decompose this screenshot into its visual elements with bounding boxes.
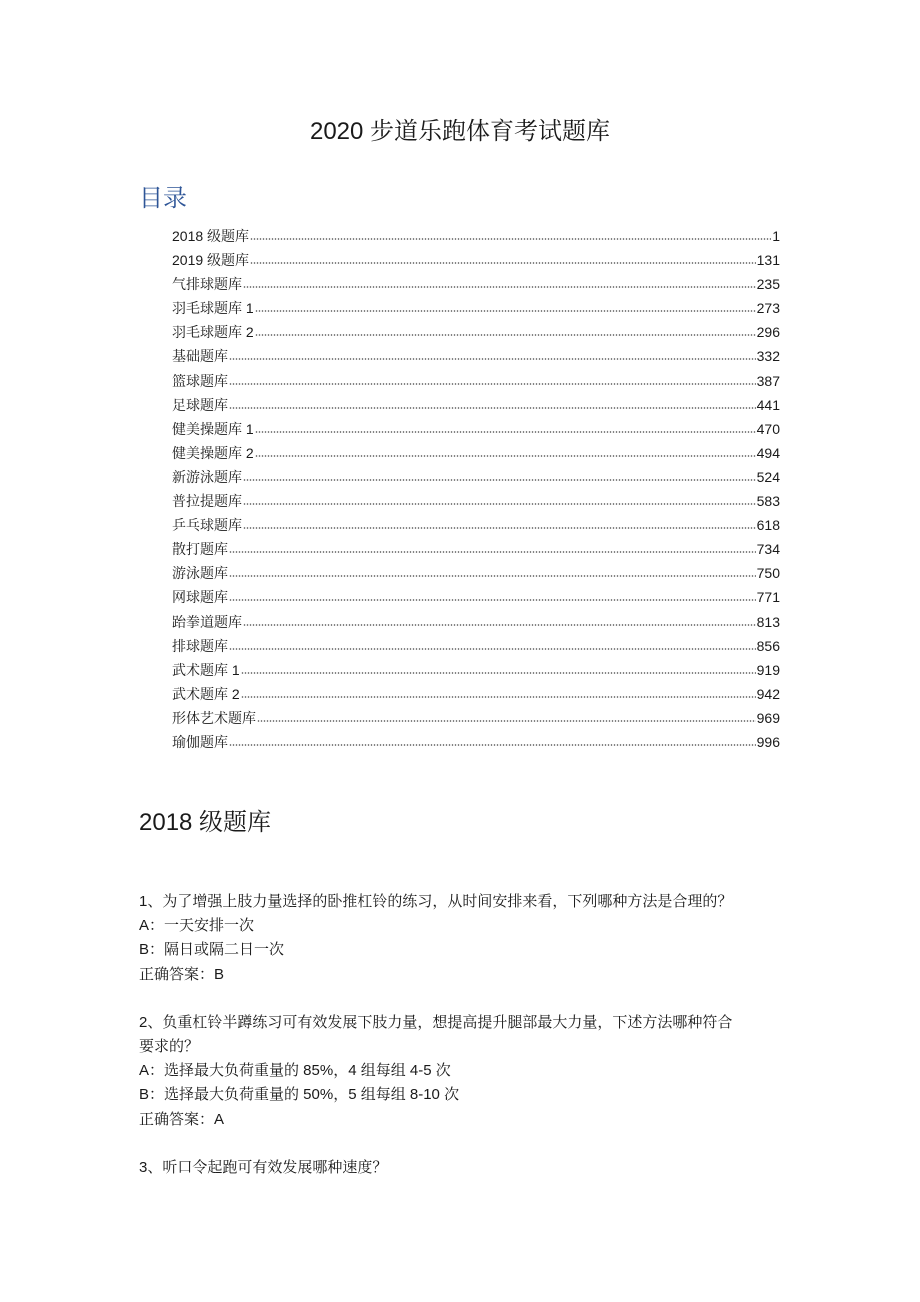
toc-entry-page: 618 [756, 517, 780, 534]
toc-entry-page: 235 [756, 276, 780, 293]
question-line: 正确答案：A [139, 1110, 225, 1128]
toc-dot-leader [255, 454, 756, 458]
question-block [139, 1011, 784, 1132]
toc-entry[interactable] [172, 344, 780, 368]
toc-dot-leader [229, 406, 756, 410]
toc-entry[interactable] [172, 369, 780, 393]
toc-entry-page: 441 [756, 396, 780, 413]
toc-entry[interactable] [172, 634, 780, 658]
toc-entry[interactable] [172, 320, 780, 344]
toc-entry-page: 996 [756, 733, 780, 750]
toc-entry-page: 273 [756, 300, 780, 317]
toc-dot-leader [243, 285, 756, 289]
toc-dot-leader [243, 623, 756, 627]
toc-entry-page: 470 [756, 420, 780, 437]
toc-entry-label: 2018 级题库 [172, 228, 250, 244]
toc-dot-leader [241, 671, 756, 675]
toc-entry-label: 形体艺术题库 [172, 709, 256, 726]
toc-entry-label: 游泳题库 [172, 565, 228, 582]
toc-dot-leader [255, 309, 756, 313]
toc-dot-leader [229, 574, 756, 578]
question-line: A：选择最大负荷重量的 85%，4 组每组 4-5 次 [139, 1062, 451, 1080]
toc-entry[interactable] [172, 272, 780, 296]
section-heading: 2018 级题库 [139, 809, 272, 836]
question-line: 2、负重杠铃半蹲练习可有效发展下肢力量，想提高提升腿部最大力量，下述方法哪种符合 [139, 1013, 733, 1031]
toc-entry[interactable] [172, 393, 780, 417]
toc-entry-page: 494 [756, 444, 780, 461]
question-line: 正确答案：B [139, 965, 225, 983]
toc-entry[interactable] [172, 537, 780, 561]
toc-dot-leader [255, 430, 756, 434]
toc-entry-page: 942 [756, 685, 780, 702]
toc-entry[interactable] [172, 682, 780, 706]
toc-entry[interactable] [172, 513, 780, 537]
toc-dot-leader [229, 647, 756, 651]
toc-dot-leader [241, 695, 756, 699]
toc-entry-label: 篮球题库 [172, 372, 228, 389]
toc-entry-label: 排球题库 [172, 637, 228, 654]
toc-entry-page: 131 [756, 252, 780, 269]
toc-entry[interactable] [172, 224, 780, 248]
question-list [139, 890, 784, 1204]
toc-heading: 目录 [139, 185, 187, 212]
toc-entry[interactable] [172, 610, 780, 634]
toc-entry[interactable] [172, 561, 780, 585]
toc-entry-label: 普拉提题库 [172, 493, 242, 510]
toc-dot-leader [229, 598, 756, 602]
toc-entry-label: 乒乓球题库 [172, 517, 242, 534]
toc-entry-label: 羽毛球题库 2 [172, 324, 254, 341]
toc-dot-leader [229, 382, 756, 386]
toc-dot-leader [243, 478, 756, 482]
question-block [139, 1156, 784, 1180]
toc-dot-leader [243, 526, 756, 530]
question-line: 3、听口令起跑可有效发展哪种速度？ [139, 1158, 388, 1176]
toc-entry-label: 健美操题库 2 [172, 444, 254, 461]
toc-entry-page: 296 [756, 324, 780, 341]
toc-entry-page: 387 [756, 372, 780, 389]
toc-entry-label: 健美操题库 1 [172, 420, 254, 437]
toc-dot-leader [229, 743, 756, 747]
toc-entry[interactable] [172, 658, 780, 682]
toc-entry-page: 583 [756, 493, 780, 510]
question-line: 要求的？ [139, 1038, 200, 1056]
toc-entry-label: 瑜伽题库 [172, 733, 228, 750]
table-of-contents [172, 224, 780, 754]
toc-entry-label: 气排球题库 [172, 276, 242, 293]
toc-entry-label: 基础题库 [172, 348, 228, 365]
question-line: B：隔日或隔二日一次 [139, 941, 285, 959]
toc-entry-label: 新游泳题库 [172, 468, 242, 485]
toc-entry[interactable] [172, 441, 780, 465]
toc-entry-page: 332 [756, 348, 780, 365]
toc-entry[interactable] [172, 296, 780, 320]
toc-entry-label: 武术题库 2 [172, 685, 240, 702]
toc-entry-label: 2019 级题库 [172, 252, 250, 269]
toc-entry[interactable] [172, 248, 780, 272]
toc-entry[interactable] [172, 489, 780, 513]
toc-entry-label: 跆拳道题库 [172, 613, 242, 630]
toc-entry-page: 771 [756, 589, 780, 606]
toc-entry[interactable] [172, 417, 780, 441]
toc-dot-leader [229, 550, 756, 554]
toc-entry-page: 856 [756, 637, 780, 654]
toc-dot-leader [229, 357, 756, 361]
toc-entry-label: 武术题库 1 [172, 661, 240, 678]
toc-entry[interactable] [172, 465, 780, 489]
toc-entry-page: 750 [756, 565, 780, 582]
toc-dot-leader [250, 237, 771, 241]
toc-entry[interactable] [172, 730, 780, 754]
toc-entry-label: 羽毛球题库 1 [172, 300, 254, 317]
toc-dot-leader [257, 719, 756, 723]
toc-entry-label: 散打题库 [172, 541, 228, 558]
toc-entry-page: 1 [772, 228, 780, 244]
toc-dot-leader [243, 502, 756, 506]
question-line: A：一天安排一次 [139, 917, 255, 935]
toc-entry-page: 734 [756, 541, 780, 558]
toc-entry-page: 919 [756, 661, 780, 678]
toc-entry-label: 网球题库 [172, 589, 228, 606]
toc-entry[interactable] [172, 585, 780, 609]
toc-entry-label: 足球题库 [172, 396, 228, 413]
toc-entry[interactable] [172, 706, 780, 730]
toc-entry-page: 524 [756, 468, 780, 485]
question-line: 1、为了增强上肢力量选择的卧推杠铃的练习，从时间安排来看，下列哪种方法是合理的？ [139, 893, 733, 910]
document-title: 2020 步道乐跑体育考试题库 [309, 118, 611, 145]
question-line: B：选择最大负荷重量的 50%，5 组每组 8-10 次 [139, 1086, 460, 1104]
toc-dot-leader [255, 333, 756, 337]
toc-entry-page: 813 [756, 613, 780, 630]
question-block [139, 890, 784, 987]
toc-entry-page: 969 [756, 709, 780, 726]
toc-dot-leader [250, 261, 756, 265]
